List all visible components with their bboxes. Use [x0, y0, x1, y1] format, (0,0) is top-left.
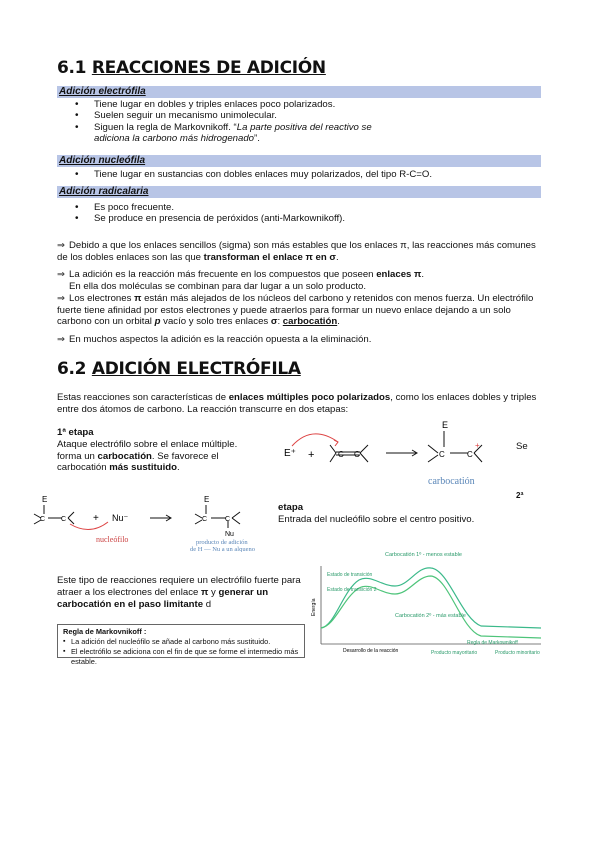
label-carbocation1: Carbocatión 1º - menos estable [385, 552, 462, 558]
carbocation-label: carbocatión [428, 476, 475, 487]
subheading-electrofila: Adición electrófila [57, 86, 541, 98]
plus-sign: + [308, 449, 315, 461]
label-carbocation2: Carbocatión 2º - más estable [395, 613, 466, 619]
alkene-structure [330, 445, 368, 462]
note-sigma-pi: ⇒ Debido a que los enlaces sencillos (sigma) son más estables que los enlaces π, las reacciones más comunes de los dobles enlaces son las que transforman el enlace π en σ. [57, 240, 536, 263]
side-text-2a: 2ª [516, 491, 524, 500]
e-label: E [42, 495, 48, 504]
label-transition-state-2: Estado de transición 2 [327, 587, 377, 593]
list-item: • Siguen la regla de Markovnikoff. “La parte positiva del reactivo se adiciona la carbono más hidrogenado”. [75, 122, 374, 145]
label-product-major: Producto mayoritario [431, 650, 478, 656]
etapa2-text: etapa Entrada del nucleófilo sobre el centro positivo. [278, 502, 475, 525]
limiting-step-paragraph: Este tipo de reacciones requiere un electrófilo fuerte para atraer a los electrones del enlace π y generar un carbocatión en el paso limitante d [57, 575, 301, 610]
nucleofila-list [75, 169, 535, 180]
label-transition-state: Estado de transición [327, 572, 373, 578]
electrofila-list [75, 99, 535, 145]
scheme-electrophilic-attack [278, 418, 514, 498]
energy-curve-2 [321, 576, 541, 638]
svg-text:Nu: Nu [225, 531, 234, 538]
svg-text:C: C [439, 450, 445, 459]
intro-paragraph: Estas reacciones son características de enlaces múltiples poco polarizados, como los enlaces dobles y triples entre dos átomos de carbono. La reacción transcurre en dos etapas: [57, 392, 537, 415]
box-title: Regla de Markovnikoff : [63, 627, 147, 636]
electrophile-label: E⁺ [284, 448, 296, 459]
curved-arrow-icon [70, 522, 108, 530]
list-item: • Tiene lugar en sustancias con dobles enlaces muy polarizados, del tipo R-C=O. [75, 169, 535, 180]
svg-text:C: C [61, 516, 67, 523]
etapa1-text: 1ª etapa Ataque electrófilo sobre el enlace múltiple. forma un carbocatión. Se favorece el carbocatión más sustituido. [57, 427, 238, 474]
list-item: • Es poco frecuente. [75, 202, 535, 213]
svg-text:C: C [40, 516, 46, 523]
svg-text:C: C [467, 450, 473, 459]
implies-arrow-icon: ⇒ [57, 269, 66, 280]
radicalaria-list [75, 202, 535, 225]
svg-text:C: C [202, 516, 208, 523]
list-item: • Tiene lugar en dobles y triples enlaces poco polarizados. [75, 99, 535, 110]
side-text-se: Se [516, 441, 528, 452]
plus-sign: + [93, 513, 99, 524]
svg-text:C: C [338, 450, 344, 459]
energy-diagram [305, 546, 543, 660]
carbocation-structure [428, 431, 482, 462]
e-label: E [442, 420, 449, 430]
e-label: E [204, 495, 210, 504]
list-item: ▪ La adición del nucleófilo se añade al carbono más sustituido. [63, 637, 299, 647]
x-axis-label: Desarrollo de la reacción [343, 648, 399, 654]
product-label-2: de H — Nu a un alqueno [190, 546, 255, 552]
note-electrones-pi: ⇒ Los electrones π están más alejados de los núcleos del carbono y retenidos con menos fuerza. Un electrófilo fuerte tiene afinidad por estos electrones y puede atraerlos para formar un nuevo enlace dejando a un solo carbono con un orbital p vacío y solo tres enlaces σ: carbocatión. [57, 293, 534, 328]
nucleofilo-label: nucleófilo [96, 535, 129, 544]
svg-text:C: C [225, 516, 231, 523]
subheading-radicalaria: Adición radicalaria [57, 186, 541, 198]
implies-arrow-icon: ⇒ [57, 334, 66, 345]
list-item: ▪ El electrófilo se adiciona con el fin de que se forme el intermedio más estable. [63, 647, 299, 667]
implies-arrow-icon: ⇒ [57, 240, 66, 251]
svg-text:C: C [354, 450, 360, 459]
markovnikoff-rule-box [57, 624, 305, 666]
nucleophile-label: Nu⁻ [112, 513, 129, 523]
section-title-6-1: 6.1 REACCIONES DE ADICIÓN [57, 58, 326, 78]
list-item: • Suelen seguir un mecanismo unimolecular. [75, 110, 535, 121]
section-title-6-2: 6.2 ADICIÓN ELECTRÓFILA [57, 359, 301, 379]
list-item: • Se produce en presencia de peróxidos (anti-Markownikoff). [75, 213, 535, 224]
subheading-nucleofila: Adición nucleófila [57, 155, 541, 167]
label-product-minor: Producto minoritario [495, 650, 540, 656]
label-rule: Regla de Markownikoff [467, 640, 518, 646]
scheme-nucleophile-attack [30, 490, 270, 552]
positive-charge: + [475, 441, 480, 450]
curved-arrow-icon [292, 434, 338, 446]
product-label-1: producto de adición [196, 539, 248, 546]
note-adicion-frecuente: ⇒ La adición es la reacción más frecuente en los compuestos que poseen enlaces π. En ella dos moléculas se combinan para dar lugar a un solo producto. [57, 269, 425, 292]
note-opuesta-eliminacion: ⇒ En muchos aspectos la adición es la reacción opuesta a la eliminación. [57, 334, 372, 345]
y-axis-label: Energía [311, 598, 317, 616]
implies-arrow-icon: ⇒ [57, 293, 66, 304]
